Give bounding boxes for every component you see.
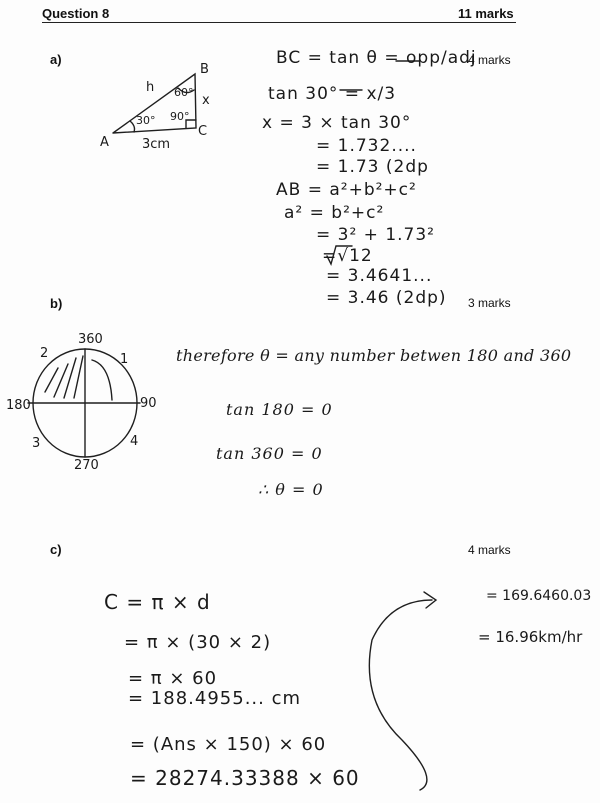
part-c-line: = π × 60 [128,668,218,689]
part-c-marks: 4 marks [468,543,511,557]
circle-quadrant-1: 1 [120,352,129,367]
part-c-line: = 28274.33388 × 60 [130,766,360,790]
part-a-line: = 3² + 1.73² [316,225,435,245]
curved-arrow [369,592,436,790]
triangle-vertex-c: C [198,124,208,139]
part-c-line: = 188.4955... cm [128,688,302,709]
part-b-line: ∴ θ = 0 [258,480,324,499]
triangle-vertex-b: B [200,62,209,77]
circle-quadrant-2: 2 [40,346,49,361]
part-c-right-line: = 16.96km/hr [478,628,583,646]
part-b-statement: therefore θ = any number betwen 180 and 360 [176,346,572,365]
part-b-line: tan 180 = 0 [226,400,333,419]
triangle-vertex-a: A [100,135,109,150]
circle-quadrant-3: 3 [32,436,41,451]
part-a-line: a² = b²+c² [284,203,385,223]
question-title: Question 8 [42,6,110,21]
part-a-marks: 4 marks [468,53,511,67]
circle-label-top: 360 [78,332,103,347]
triangle-angle-a: 30° [136,114,156,127]
part-a-line: = 3.46 (2dp) [326,288,447,308]
part-a-line: BC = tan θ = opp/adj [276,48,477,68]
part-c-label: c) [50,542,62,557]
part-a-line: = 1.732.... [316,136,417,156]
circle-label-left: 180 [6,398,31,413]
part-a-line: = 3.4641... [326,266,433,286]
triangle-angle-c: 90° [170,110,190,123]
part-a-line: AB = a²+b²+c² [276,180,417,200]
part-c-line: C = π × d [104,590,211,614]
part-c-right-line: = 169.6460.03 [486,588,592,604]
triangle-base-label: 3cm [142,137,171,152]
part-b-line: tan 360 = 0 [216,444,323,463]
triangle-side-x: x [202,93,210,108]
triangle-hyp-label: h [146,80,155,95]
circle-label-bottom: 270 [74,458,99,473]
part-a-label: a) [50,52,62,67]
part-a-line: = 1.73 (2dp [316,157,429,177]
circle-quadrant-4: 4 [130,434,139,449]
part-b-marks: 3 marks [468,296,511,310]
part-b-label: b) [50,296,63,311]
part-a-line: tan 30° = x/3 [268,84,397,104]
part-a-line: =√12 [322,246,373,266]
part-c-line: = π × (30 × 2) [124,632,272,653]
triangle-angle-b: 60° [174,86,194,99]
total-marks: 11 marks [458,6,514,21]
part-a-line: x = 3 × tan 30° [262,113,412,133]
part-c-line: = (Ans × 150) × 60 [130,734,327,755]
circle-label-right: 90 [140,396,157,411]
